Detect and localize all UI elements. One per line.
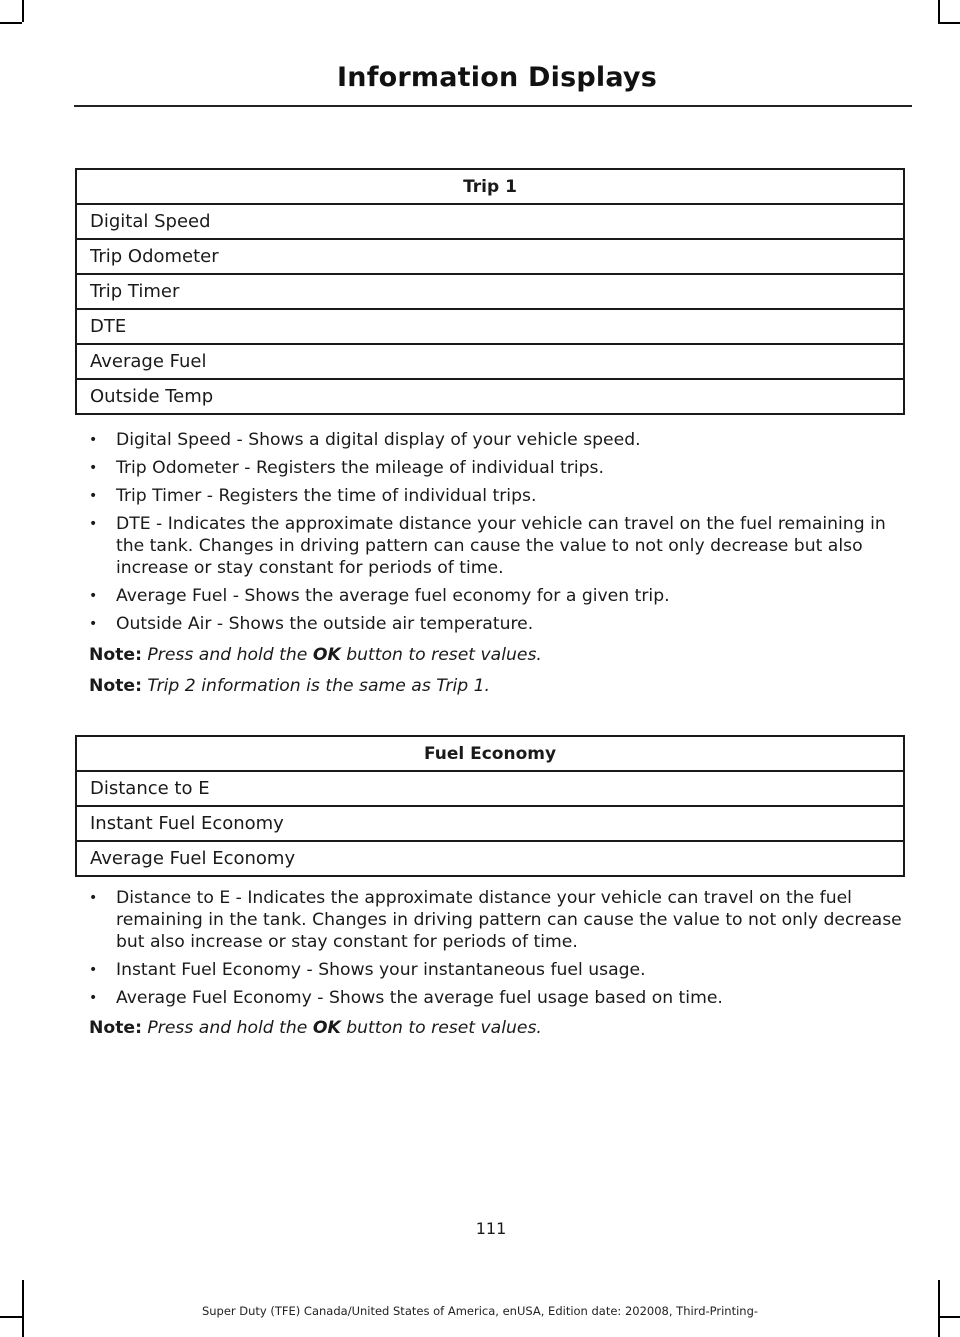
table-row: Average Fuel Economy [76,841,904,876]
list-item: • Outside Air - Shows the outside air temperature. [89,613,907,635]
note-label: Note: [89,1018,142,1038]
table-row: Trip Timer [76,274,904,309]
note-text: button to reset values. [346,645,542,665]
note-label: Note: [89,676,142,696]
note-text: button to reset values. [346,1018,542,1038]
note-reset-values [89,644,542,666]
fuel-economy-bullet-list [89,887,907,1015]
table-row: Trip Odometer [76,239,904,274]
list-item: • Digital Speed - Shows a digital display of your vehicle speed. [89,429,907,451]
trip-1-bullet-list [89,429,907,641]
footer-edition-info: Super Duty (TFE) Canada/United States of America, enUSA, Edition date: 202008, Third-Printing- [201,1304,759,1318]
note-text: Press and hold the [147,645,308,665]
table-row: Distance to E [76,771,904,806]
note-text: Press and hold the [147,1018,308,1038]
list-item: • Trip Timer - Registers the time of individual trips. [89,485,907,507]
note-label: Note: [89,645,142,665]
list-item: • Average Fuel - Shows the average fuel economy for a given trip. [89,585,907,607]
table-heading: Fuel Economy [76,736,904,771]
table-row: Instant Fuel Economy [76,806,904,841]
page-title: Information Displays [337,62,657,93]
list-item: • Distance to E - Indicates the approximate distance your vehicle can travel on the fuel remaining in the tank. Changes in driving pattern can cause the value to not only decrease but also increase or stay constant for periods of time. [89,887,907,953]
table-row: Average Fuel [76,344,904,379]
note-reset-values [89,1017,542,1039]
table-row: DTE [76,309,904,344]
ok-button-label: OK [312,645,341,665]
ok-button-label: OK [312,1018,341,1038]
crop-mark [0,22,22,24]
note-text: Trip 2 information is the same as Trip 1. [147,676,491,696]
table-row: Digital Speed [76,204,904,239]
fuel-economy-table [75,735,905,877]
table-row: Outside Temp [76,379,904,414]
list-item: • Instant Fuel Economy - Shows your instantaneous fuel usage. [89,959,907,981]
list-item: • Trip Odometer - Registers the mileage of individual trips. [89,457,907,479]
list-item: • Average Fuel Economy - Shows the average fuel usage based on time. [89,987,907,1009]
table-heading: Trip 1 [76,169,904,204]
header-rule [74,105,912,107]
note-trip-2 [89,675,490,697]
crop-mark [22,0,24,22]
crop-mark [938,0,940,22]
crop-mark [938,22,960,24]
trip-1-table [75,168,905,415]
list-item: • DTE - Indicates the approximate distance your vehicle can travel on the fuel remaining in the tank. Changes in driving pattern can cause the value to not only decrease but also increase or stay constant for periods of time. [89,513,907,579]
page-number: 111 [475,1219,507,1238]
